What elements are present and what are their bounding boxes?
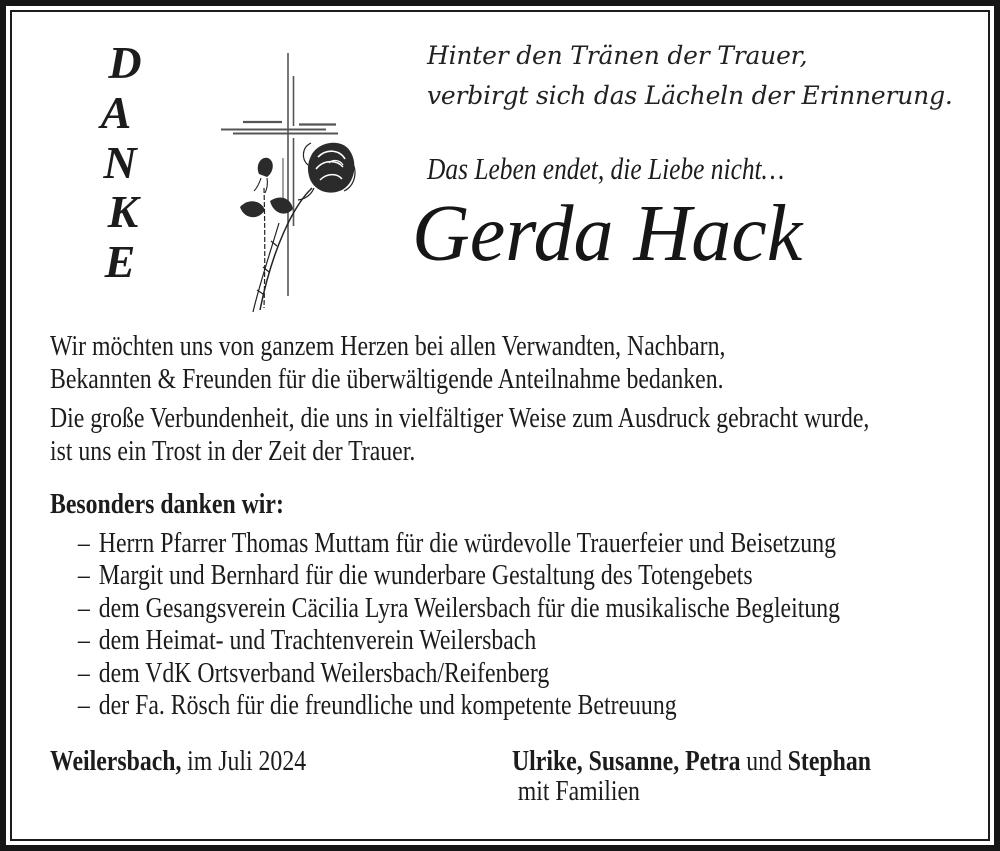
deceased-name: Gerda Hack: [412, 190, 803, 278]
epigraph: [427, 36, 953, 116]
signature-name-2: Stephan: [787, 745, 871, 777]
danke-letter: D: [108, 37, 142, 88]
thanks-item: [50, 657, 840, 689]
thanks-item-text: dem Heimat- und Trachtenverein Weilersbach: [98, 624, 537, 657]
danke-letter: K: [107, 186, 139, 238]
signature-names-line: [512, 746, 871, 776]
signature-names: Ulrike, Susanne, Petra: [512, 745, 741, 777]
danke-letter: A: [100, 86, 132, 138]
place-and-date: [50, 746, 306, 776]
list-dash: –: [77, 624, 90, 657]
thanks-item: [50, 592, 840, 624]
condolence-paragraph: [50, 330, 869, 396]
thanks-list: [50, 527, 840, 721]
date-text: im Juli 2024: [187, 745, 307, 777]
list-dash: –: [77, 689, 90, 722]
list-dash: –: [77, 591, 90, 624]
thanks-item-text: dem VdK Ortsverband Weilersbach/Reifenberg: [98, 656, 550, 689]
list-dash: –: [77, 559, 90, 592]
thanks-item: [50, 559, 840, 591]
danke-wordmark: [92, 38, 148, 287]
thanks-item: [50, 624, 840, 656]
danke-letter: E: [104, 236, 136, 288]
thanks-item-text: Margit und Bernhard für die wunderbare Gestaltung des Totengebets: [98, 559, 753, 592]
special-thanks-section: [50, 488, 840, 721]
thanks-item-text: der Fa. Rösch für die freundliche und kompetente Betreuung: [98, 689, 677, 722]
list-dash: –: [77, 527, 90, 559]
thanks-item: [50, 527, 840, 559]
lead-in-quote: Das Leben endet, die Liebe nicht…: [427, 151, 785, 186]
thanks-item-text: dem Gesangsverein Cäcilia Lyra Weilersbach für die musikalische Begleitung: [98, 591, 840, 624]
paragraph-line: ist uns ein Trost in der Zeit der Trauer.: [50, 435, 416, 467]
condolence-message: [50, 330, 869, 468]
danke-letter: N: [103, 136, 137, 188]
thanks-item: [50, 689, 840, 721]
place-name: Weilersbach,: [50, 745, 182, 777]
signature-block: [512, 746, 871, 806]
paragraph-line: Die große Verbundenheit, die uns in vielfältiger Weise zum Ausdruck gebracht wurde,: [50, 402, 870, 434]
thanks-item-text: Herrn Pfarrer Thomas Muttam für die würdevolle Trauerfeier und Beisetzung: [98, 527, 836, 559]
list-dash: –: [77, 656, 90, 689]
signature-connector: und: [746, 745, 782, 777]
epigraph-line: verbirgt sich das Lächeln der Erinnerung.: [427, 81, 953, 110]
condolence-paragraph: [50, 402, 869, 468]
signature-families: mit Familien: [517, 775, 640, 807]
paragraph-line: Wir möchten uns von ganzem Herzen bei allen Verwandten, Nachbarn,: [50, 330, 726, 362]
thanks-heading: Besonders danken wir:: [50, 488, 284, 520]
epigraph-line: Hinter den Tränen der Trauer,: [427, 41, 808, 70]
cross-and-rose-illustration: [215, 38, 360, 330]
paragraph-line: Bekannten & Freunden für die überwältigende Anteilnahme bedanken.: [50, 363, 724, 395]
